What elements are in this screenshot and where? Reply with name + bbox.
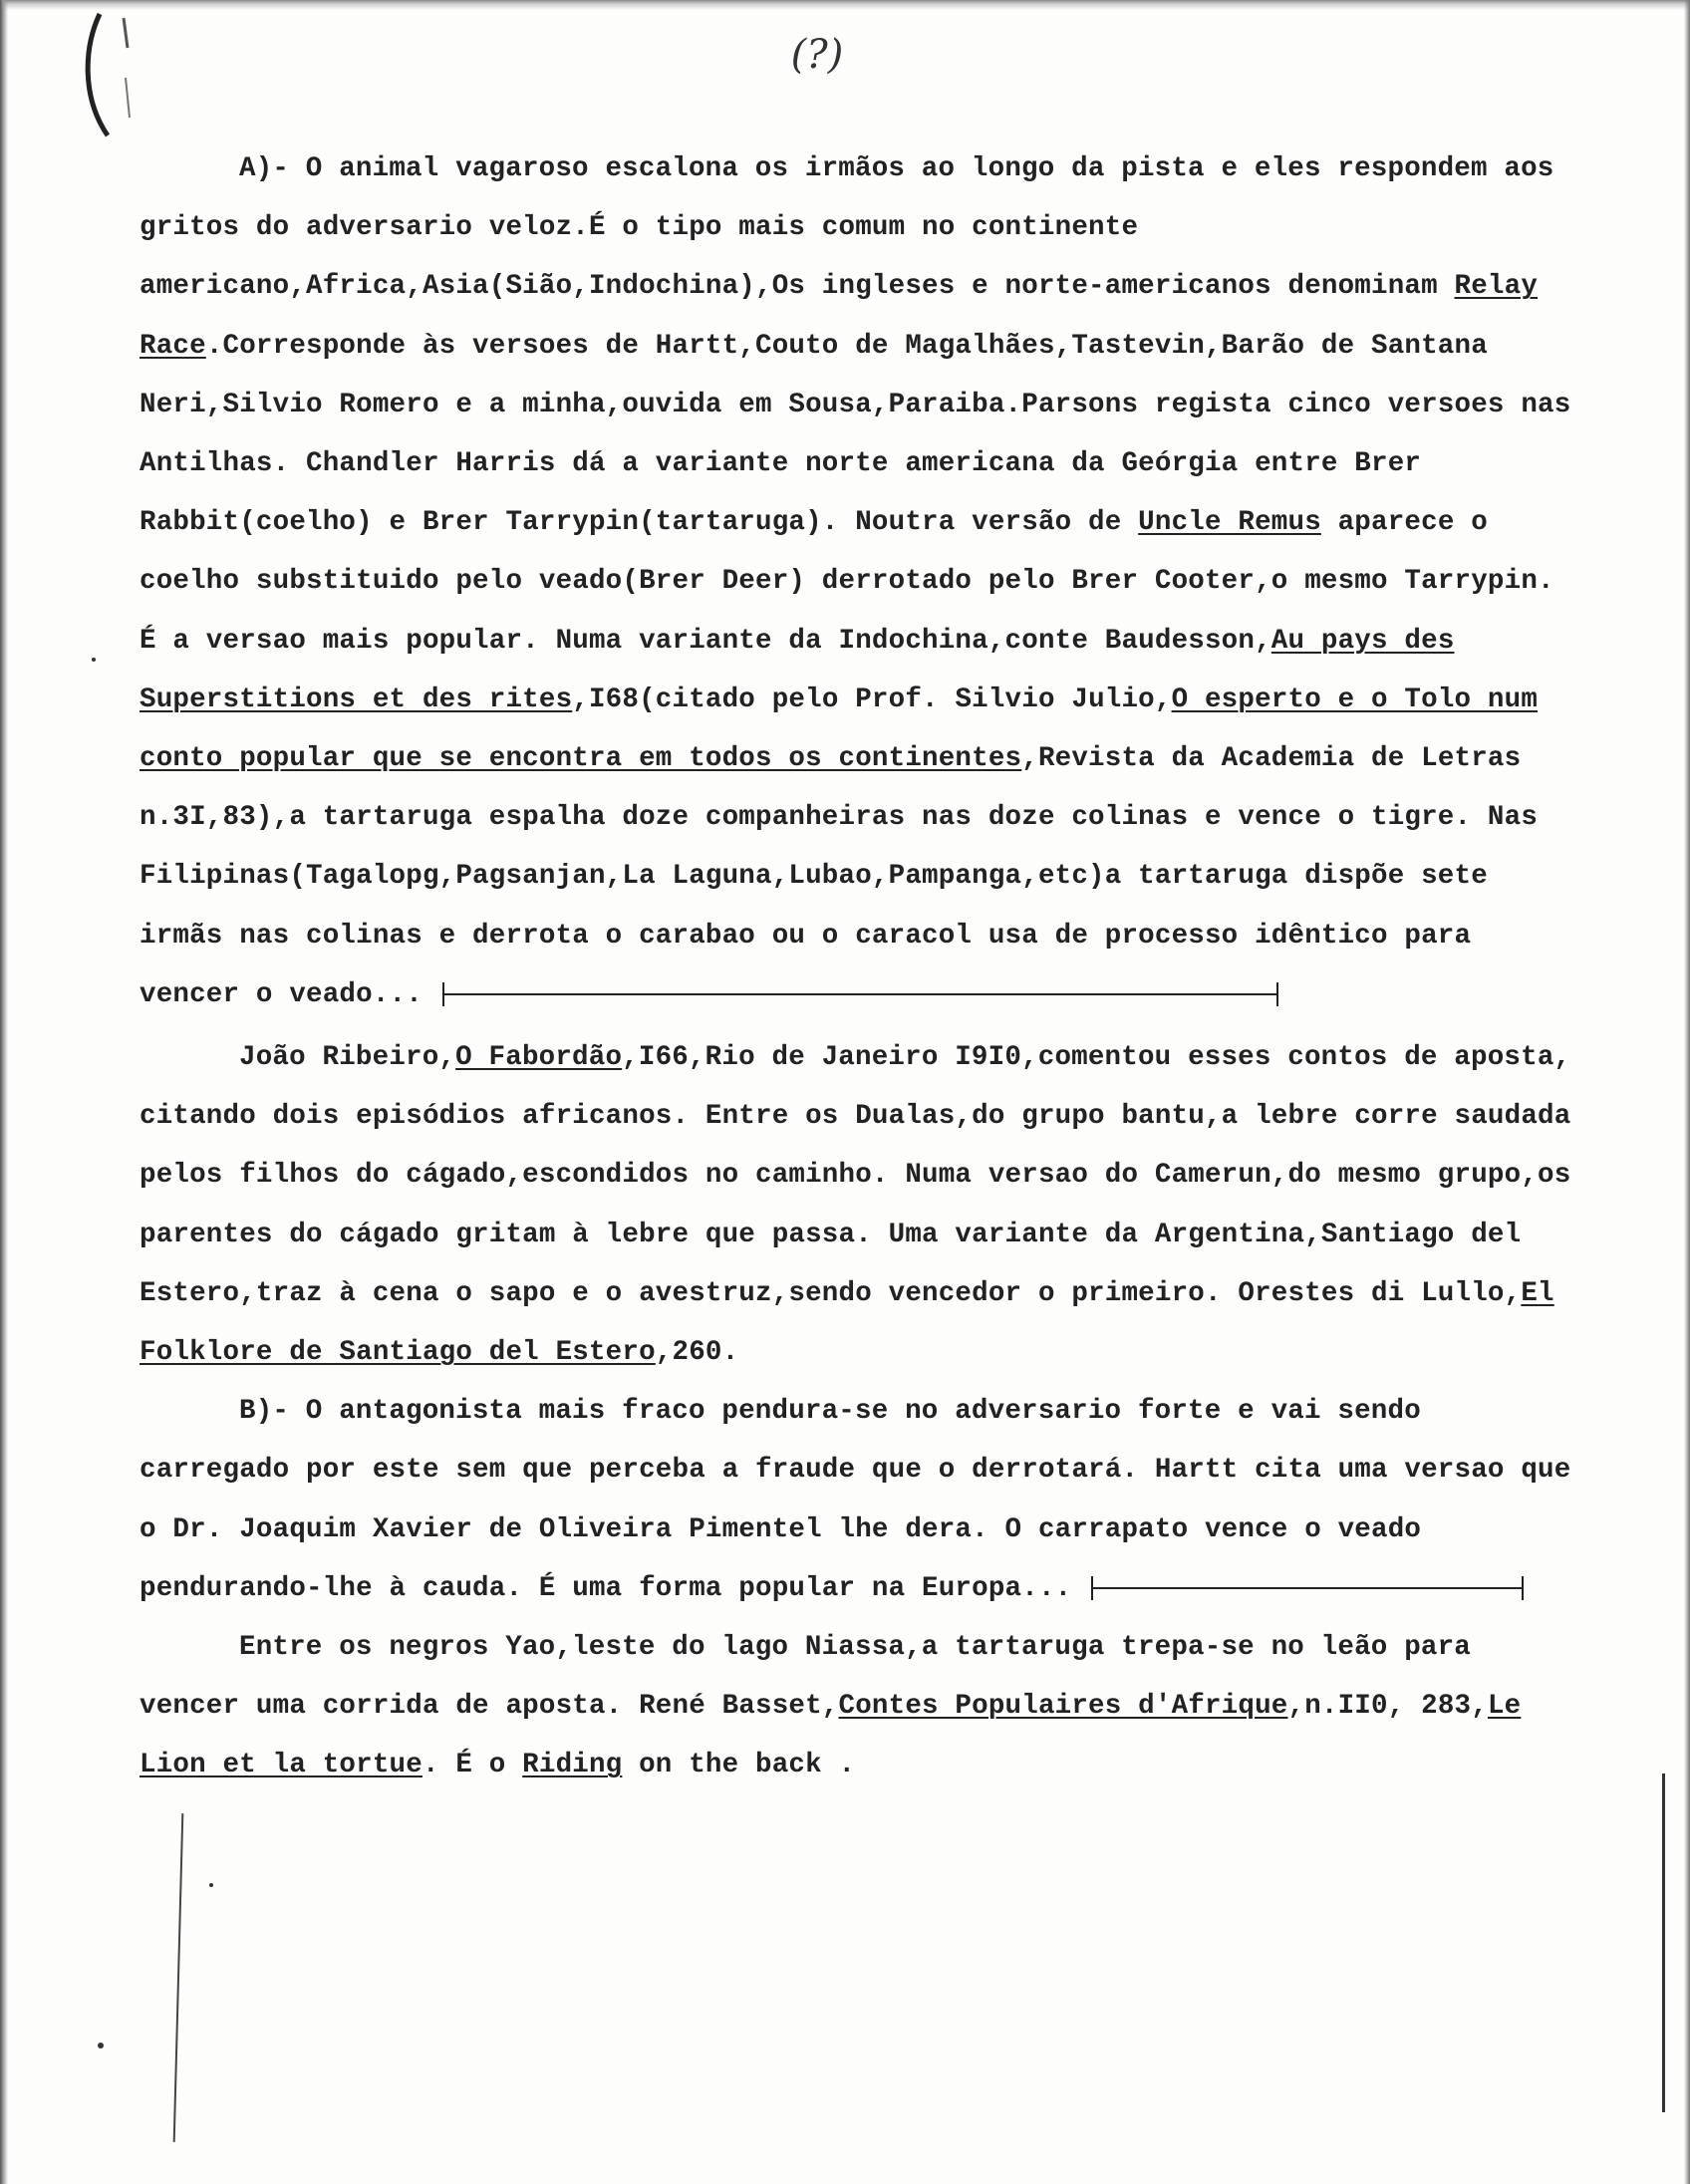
underlined-title: Relay Race — [140, 271, 1539, 362]
text-run: ,260. — [655, 1337, 739, 1369]
text-run: Entre os negros Yao,leste do lago Niassa,a tartaruga trepa-se no leão para vencer uma corrida de aposta. René Basset, — [140, 1632, 1471, 1723]
right-edge-mark — [1662, 1774, 1665, 2112]
handdrawn-bracket-line — [1091, 1576, 1524, 1600]
text-run: B)- O antagonista mais fraco pendura-se no adversario forte e vai sendo carregado por este sem que perceba a fraude que o derrotará. Hartt cita uma versao que o Dr. Joaquim Xavier de Oliveira Pimentel lhe dera. O carrapato vence o veado pendurando-lhe à cauda. É uma forma popular na Europa... — [140, 1396, 1571, 1604]
text-run: ,I66,Rio de Janeiro I9I0,comentou esses contos de aposta, citando dois episódios africanos. Entre os Dualas,do grupo bantu,a lebre corre saudada pelos filhos do cágado,escondidos no caminho. Numa versao do Camerun,do mesmo grupo,os parentes do cágado gritam à lebre que passa. Uma variante da Argentina,Santiago del Estero,traz à cena o sapo e o avestruz,sendo vencedor o primeiro. Orestes di Lullo, — [140, 1042, 1571, 1309]
paragraph-b — [140, 1382, 1574, 1618]
text-run: .Corresponde às versoes de Hartt,Couto de Magalhães,Tastevin,Barão de Santana Neri,Silvio Romero e a minha,ouvida em Sousa,Paraiba.Parsons regista cinco versoes nas Antilhas. Chandler Harris dá a variante norte americana da Geórgia entre Brer Rabbit(coelho) e Brer Tarrypin(tartaruga). Noutra versão de — [140, 330, 1571, 539]
underlined-title: Le Lion et la tortue — [140, 1691, 1522, 1781]
scan-top-edge — [0, 0, 1690, 10]
underlined-title: Riding — [522, 1750, 623, 1781]
paragraph-a — [140, 139, 1574, 1024]
underlined-title: O esperto e o Tolo num conto popular que se encontra em todos os continentes — [140, 683, 1539, 775]
text-run: . É o — [422, 1750, 523, 1781]
underlined-title: El Folklore de Santiago del Estero — [140, 1277, 1554, 1369]
paragraph-yao — [140, 1618, 1574, 1795]
binder-clip-mark — [78, 8, 140, 137]
underlined-title: O Fabordão — [455, 1042, 623, 1074]
text-run: aparece o coelho substituido pelo veado(Brer Deer) derrotado pelo Brer Cooter,o mesmo Tarrypin. É a versao mais popular. Numa variante da Indochina,conte Baudesson, — [140, 507, 1554, 657]
text-run: João Ribeiro, — [239, 1042, 456, 1074]
scan-left-edge — [0, 0, 8, 2184]
pencil-dot — [98, 2043, 104, 2048]
paragraph-joao-ribeiro — [140, 1028, 1574, 1382]
page-number: (?) — [790, 32, 844, 78]
pencil-dot — [209, 1883, 213, 1887]
underlined-title: Au pays des Superstitions et des rites — [140, 625, 1455, 715]
text-run: ,n.II0, 283, — [1287, 1691, 1488, 1723]
document-body — [140, 139, 1574, 1795]
text-run: on the back . — [622, 1750, 856, 1781]
underlined-title: Contes Populaires d'Afrique — [838, 1691, 1288, 1723]
pencil-dot — [92, 658, 96, 662]
scan-right-edge — [1684, 0, 1690, 2184]
underlined-title: Uncle Remus — [1138, 507, 1321, 539]
handdrawn-bracket-line — [442, 982, 1278, 1006]
text-run: A)- O animal vagaroso escalona os irmãos ao longo da pista e eles respondem aos gritos do adversario veloz.É o tipo mais comum no continente americano,Africa,Asia(Sião,Indochina),Os ingleses e norte-americanos denominam — [140, 153, 1554, 303]
text-run: ,Revista da Academia de Letras n.3I,83),a tartaruga espalha doze companheiras nas doze colinas e vence o tigre. Nas Filipinas(Tagalopg,Pagsanjan,La Laguna,Lubao,Pampanga,etc)a tartaruga dispõe sete irmãs nas colinas e derrota o carabao ou o caracol usa de processo idêntico para vencer o veado... — [140, 743, 1539, 1010]
margin-pencil-line — [173, 1813, 184, 2142]
text-run: ,I68(citado pelo Prof. Silvio Julio, — [572, 683, 1172, 715]
